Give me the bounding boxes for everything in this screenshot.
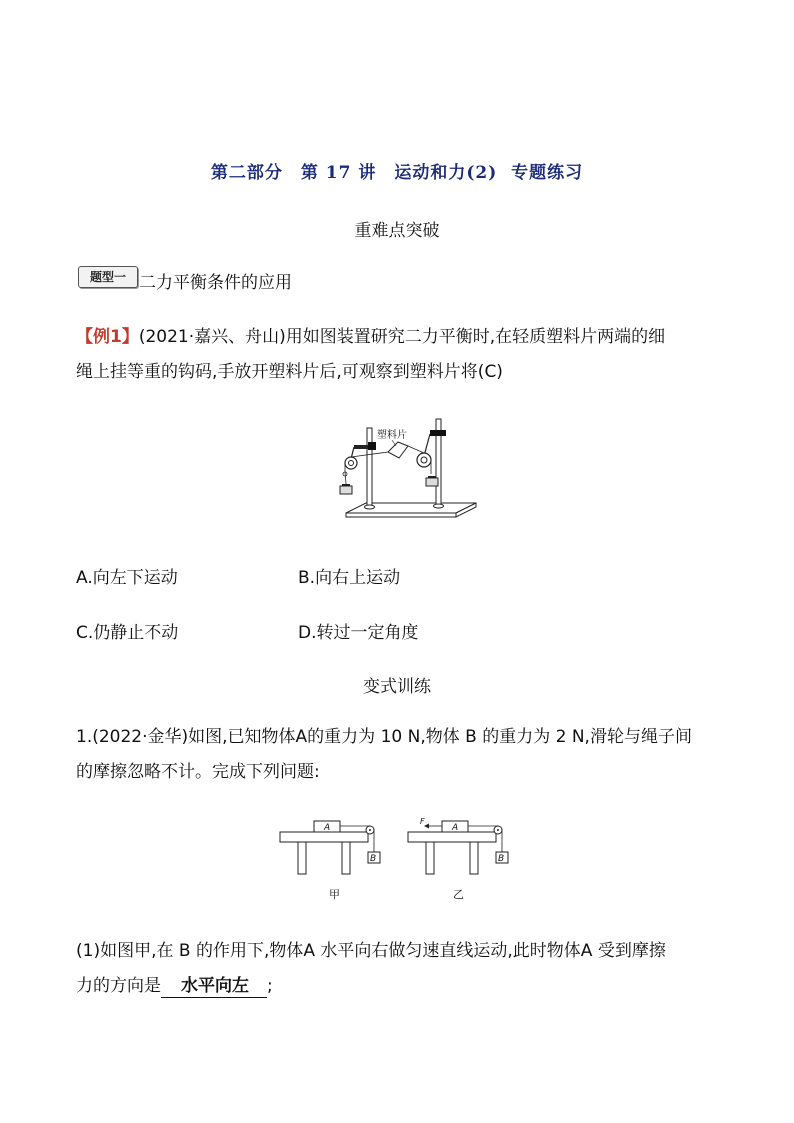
force-f-label: F <box>420 818 425 826</box>
block-a-label: A <box>452 823 459 833</box>
example-1-question <box>76 320 726 390</box>
figure-jia <box>278 818 388 904</box>
part-1-line-2: 力的方向是 水平向左 ; <box>76 976 273 996</box>
example-1-line-2: 绳上挂等重的钩码,手放开塑料片后,可观察到塑料片将(C) <box>76 362 503 382</box>
plastic-card-label: 塑料片 <box>377 430 407 441</box>
block-a-label: A <box>324 823 331 833</box>
block-b-label: B <box>370 854 377 864</box>
option-d: D.转过一定角度 <box>298 623 419 643</box>
exercise-1-question <box>76 720 726 790</box>
page-title: 第二部分 第 17 讲 运动和力(2) 专题练习 <box>210 163 584 183</box>
section-heading-key-points: 重难点突破 <box>354 221 440 241</box>
block-b-label: B <box>498 854 505 864</box>
exercise-1-part-1 <box>76 934 726 1004</box>
option-a: A.向左下运动 <box>76 568 178 588</box>
exercise-1-line-1: 1.(2022·金华)如图,已知物体A的重力为 10 N,物体 B 的重力为 2 N,滑轮与绳子间 <box>76 727 692 747</box>
section-heading-practice: 变式训练 <box>363 677 431 697</box>
exercise-1-line-2: 的摩擦忽略不计。完成下列问题: <box>76 762 320 782</box>
example-1-line-1: 【例1】(2021·嘉兴、舟山)用如图装置研究二力平衡时,在轻质塑料片两端的细 <box>76 327 666 347</box>
topic-tag: 题型一 <box>78 266 138 288</box>
option-c: C.仍静止不动 <box>76 623 179 643</box>
option-b: B.向右上运动 <box>298 568 401 588</box>
example-label: 【例1】 <box>76 327 139 347</box>
plastic-card-apparatus-figure <box>330 416 480 524</box>
answer-blank: 水平向左 <box>161 975 267 998</box>
caption-jia: 甲 <box>329 888 340 901</box>
part-1-line-1: (1)如图甲,在 B 的作用下,物体A 水平向右做匀速直线运动,此时物体A 受到摩擦 <box>76 941 666 961</box>
figure-yi <box>406 818 516 904</box>
topic-title: 二力平衡条件的应用 <box>139 273 292 293</box>
caption-yi: 乙 <box>453 888 464 901</box>
